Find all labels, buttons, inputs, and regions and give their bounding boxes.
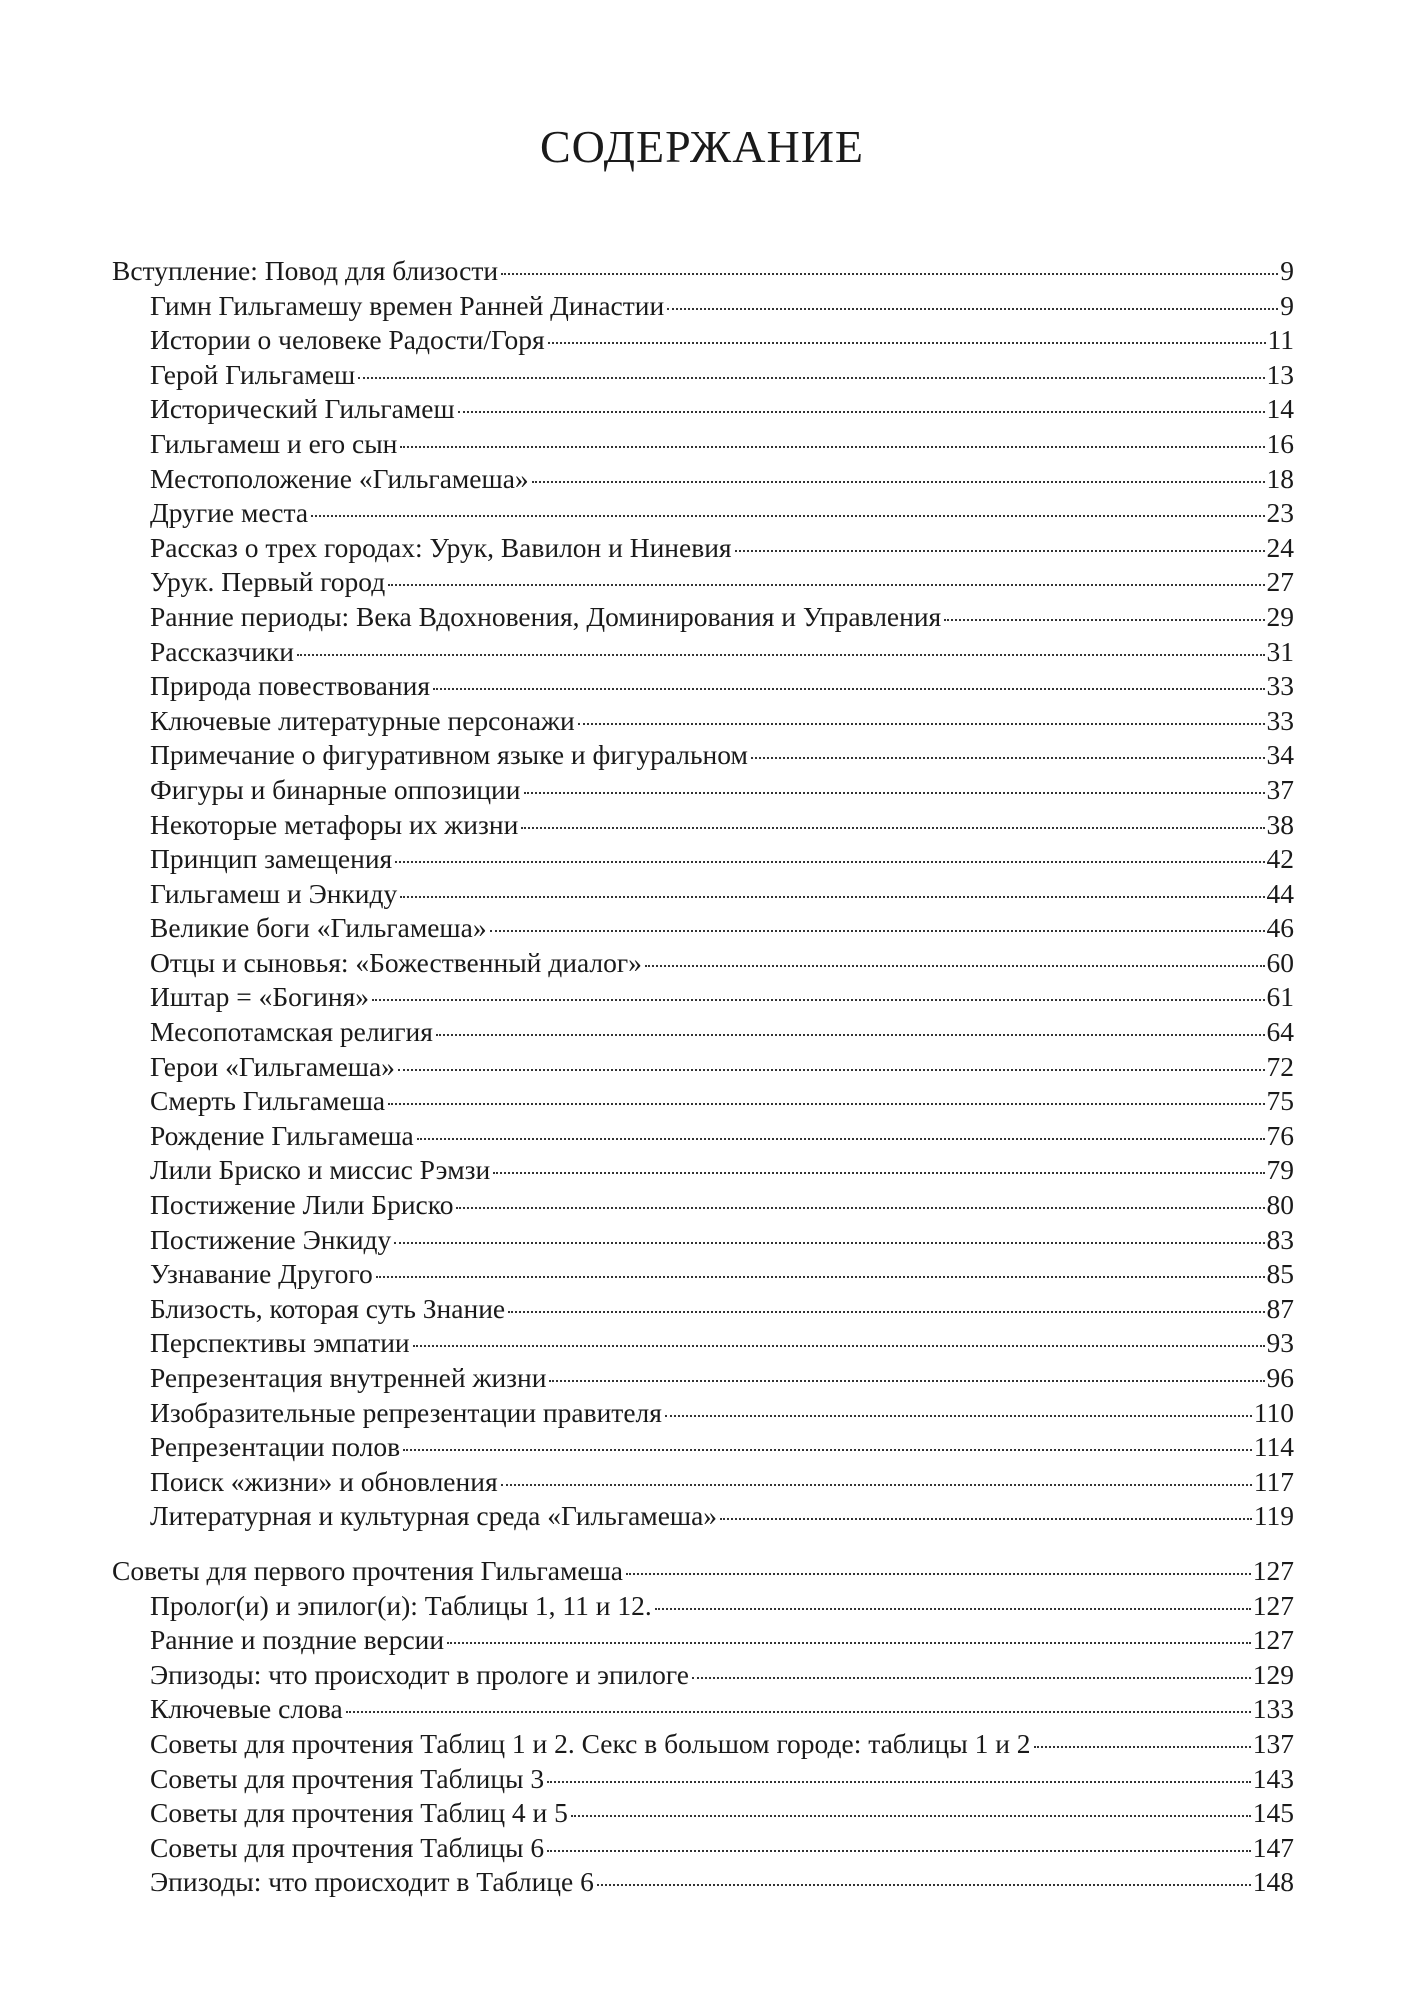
toc-page-number: 83 [1266, 1223, 1294, 1255]
toc-entry [112, 1589, 1294, 1624]
toc-page-number: 29 [1266, 600, 1294, 632]
toc-page-number: 129 [1252, 1658, 1294, 1690]
dot-leader [665, 1415, 1252, 1417]
toc-entry-title: Ключевые литературные персонажи [150, 704, 575, 736]
toc-entry [112, 911, 1294, 946]
toc-section [112, 1554, 1294, 1900]
dot-leader [667, 308, 1278, 310]
toc-page-number: 37 [1266, 773, 1294, 805]
toc-entry-title: Рассказчики [150, 635, 294, 667]
toc-page-number: 127 [1252, 1589, 1294, 1621]
toc-entry [112, 323, 1294, 358]
dot-leader [388, 1103, 1264, 1105]
toc-page-number: 16 [1266, 427, 1294, 459]
dot-leader [944, 619, 1264, 621]
dot-leader [645, 965, 1265, 967]
toc-entry [112, 980, 1294, 1015]
toc-page-number: 87 [1266, 1292, 1294, 1324]
dot-leader [549, 1380, 1264, 1382]
dot-leader [692, 1677, 1251, 1679]
toc-entry [112, 946, 1294, 981]
dot-leader [521, 827, 1264, 829]
toc-entry [112, 289, 1294, 324]
page-title: СОДЕРЖАНИЕ [539, 121, 865, 172]
dot-leader [311, 515, 1264, 517]
toc-entry [112, 1050, 1294, 1085]
toc-section-heading [112, 254, 1294, 289]
toc-entry [112, 1361, 1294, 1396]
toc-page-number: 117 [1253, 1465, 1294, 1497]
toc-entry-title: Ранние периоды: Века Вдохновения, Доминирования и Управления [150, 600, 942, 632]
dot-leader [501, 273, 1278, 275]
toc-entry [112, 1396, 1294, 1431]
dot-leader [436, 1034, 1265, 1036]
toc-entry-title: Советы для прочтения Таблицы 3 [150, 1762, 545, 1794]
dot-leader [548, 342, 1266, 344]
toc-entry [112, 877, 1294, 912]
dot-leader [571, 1815, 1251, 1817]
toc-entry [112, 1188, 1294, 1223]
toc-entry [112, 1831, 1294, 1866]
toc-entry-title: Исторический Гильгамеш [150, 393, 455, 425]
toc-entry-title: Советы для первого прочтения Гильгамеша [112, 1554, 623, 1586]
toc-entry-title: Природа повествования [150, 670, 430, 702]
dot-leader [1034, 1746, 1251, 1748]
toc-page-number: 75 [1266, 1085, 1294, 1117]
toc-entry [112, 1762, 1294, 1797]
toc-entry-title: Изобразительные репрезентации правителя [150, 1396, 662, 1428]
toc-entry-title: Ранние и поздние версии [150, 1624, 445, 1656]
toc-entry [112, 1015, 1294, 1050]
toc-entry-title: Месопотамская религия [150, 1016, 433, 1048]
dot-leader [413, 1345, 1265, 1347]
toc-page-number: 127 [1252, 1554, 1294, 1586]
toc-page-number: 85 [1266, 1258, 1294, 1290]
toc-entry [112, 842, 1294, 877]
toc-entry-title: Рассказ о трех городах: Урук, Вавилон и Ниневия [150, 531, 732, 563]
toc-entry-title: Эпизоды: что происходит в Таблице 6 [150, 1866, 594, 1898]
dot-leader [735, 550, 1265, 552]
dot-leader [458, 411, 1265, 413]
dot-leader [490, 930, 1265, 932]
toc-entry-title: Иштар = «Богиня» [150, 981, 370, 1013]
toc-page-number: 27 [1266, 566, 1294, 598]
toc-entry [112, 1292, 1294, 1327]
dot-leader [433, 688, 1265, 690]
dot-leader [456, 1207, 1264, 1209]
toc-entry [112, 1727, 1294, 1762]
toc-entry-title: Рождение Гильгамеша [150, 1119, 414, 1151]
toc-entry-title: Гильгамеш и Энкиду [150, 877, 398, 909]
toc-entry-title: Поиск «жизни» и обновления [150, 1465, 498, 1497]
toc-page-number: 13 [1266, 358, 1294, 390]
toc-page-number: 110 [1253, 1396, 1294, 1428]
toc-page-number: 9 [1280, 289, 1294, 321]
dot-leader [372, 999, 1264, 1001]
toc-page-number: 137 [1252, 1727, 1294, 1759]
toc-entry [112, 669, 1294, 704]
toc-page-number: 31 [1266, 635, 1294, 667]
toc-page-number: 72 [1266, 1050, 1294, 1082]
toc-entry-title: Истории о человеке Радости/Горя [150, 324, 545, 356]
toc-entry-title: Гимн Гильгамешу времен Ранней Династии [150, 289, 665, 321]
toc-entry-title: Некоторые метафоры их жизни [150, 808, 519, 840]
toc-entry [112, 1465, 1294, 1500]
toc-entry-title: Узнавание Другого [150, 1258, 373, 1290]
toc-page-number: 79 [1266, 1154, 1294, 1186]
toc-entry-title: Лили Бриско и миссис Рэмзи [150, 1154, 491, 1186]
toc-page-number: 38 [1266, 808, 1294, 840]
toc-page-number: 34 [1266, 739, 1294, 771]
toc-entry [112, 565, 1294, 600]
toc-page-number: 80 [1266, 1189, 1294, 1221]
toc-entry [112, 462, 1294, 497]
toc-entry [112, 1499, 1294, 1534]
toc-page-number: 147 [1252, 1831, 1294, 1863]
dot-leader [403, 1449, 1252, 1451]
toc-entry-title: Отцы и сыновья: «Божественный диалог» [150, 946, 642, 978]
toc-page-number: 143 [1252, 1762, 1294, 1794]
toc-page-number: 33 [1266, 704, 1294, 736]
toc-page-number: 133 [1252, 1693, 1294, 1725]
toc-entry [112, 1257, 1294, 1292]
toc-entry-title: Репрезентации полов [150, 1431, 401, 1463]
dot-leader [297, 654, 1265, 656]
dot-leader [547, 1781, 1251, 1783]
toc-entry [112, 392, 1294, 427]
toc-entry-title: Советы для прочтения Таблиц 4 и 5 [150, 1797, 568, 1829]
dot-leader [358, 377, 1264, 379]
toc-entry [112, 808, 1294, 843]
toc-page-number: 93 [1266, 1327, 1294, 1359]
dot-leader [547, 1850, 1251, 1852]
dot-leader [720, 1518, 1252, 1520]
toc-entry-title: Гильгамеш и его сын [150, 427, 398, 459]
toc-entry [112, 358, 1294, 393]
toc-entry [112, 1796, 1294, 1831]
toc-entry [112, 1430, 1294, 1465]
toc-page-number: 148 [1252, 1866, 1294, 1898]
toc-entry-title: Смерть Гильгамеша [150, 1085, 386, 1117]
toc-entry [112, 1658, 1294, 1693]
dot-leader [400, 446, 1264, 448]
toc-entry [112, 773, 1294, 808]
toc-entry [112, 1326, 1294, 1361]
toc-entry-title: Фигуры и бинарные оппозиции [150, 773, 521, 805]
toc-section-heading [112, 1554, 1294, 1589]
toc-entry-title: Перспективы эмпатии [150, 1327, 410, 1359]
dot-leader [447, 1642, 1251, 1644]
toc-page-number: 9 [1280, 255, 1294, 286]
toc-entry-title: Другие места [150, 497, 309, 529]
dot-leader [346, 1711, 1251, 1713]
toc-entry-title: Пролог(и) и эпилог(и): Таблицы 1, 11 и 12. [150, 1589, 652, 1621]
dot-leader [508, 1311, 1264, 1313]
dot-leader [655, 1608, 1251, 1610]
toc-page-number: 127 [1252, 1624, 1294, 1656]
toc-entry [112, 600, 1294, 635]
toc-entry-title: Советы для прочтения Таблицы 6 [150, 1831, 545, 1863]
dot-leader [417, 1138, 1265, 1140]
toc-page-number: 18 [1266, 462, 1294, 494]
toc-section [112, 254, 1294, 1534]
toc-entry [112, 1119, 1294, 1154]
toc-entry [112, 1865, 1294, 1900]
toc-page-number: 61 [1266, 981, 1294, 1013]
toc-page-number: 145 [1252, 1797, 1294, 1829]
dot-leader [532, 481, 1265, 483]
dot-leader [751, 757, 1265, 759]
toc-page-number: 76 [1266, 1119, 1294, 1151]
toc-entry [112, 496, 1294, 531]
toc-entry-title: Великие боги «Гильгамеша» [150, 912, 487, 944]
dot-leader [501, 1484, 1252, 1486]
toc-entry [112, 635, 1294, 670]
toc-entry [112, 1623, 1294, 1658]
toc-page-number: 60 [1266, 946, 1294, 978]
toc-page-number: 42 [1266, 843, 1294, 875]
toc-entry-title: Репрезентация внутренней жизни [150, 1362, 547, 1393]
toc-entry [112, 1223, 1294, 1258]
toc-entry-title: Постижение Лили Бриско [150, 1189, 454, 1221]
dot-leader [597, 1884, 1251, 1886]
dot-leader [398, 1069, 1265, 1071]
dot-leader [578, 723, 1265, 725]
toc-page-number: 119 [1253, 1500, 1294, 1532]
table-of-contents [112, 254, 1294, 1900]
toc-entry-title: Урук. Первый город [150, 566, 386, 598]
toc-entry [112, 1084, 1294, 1119]
dot-leader [394, 1242, 1264, 1244]
dot-leader [626, 1573, 1251, 1575]
toc-entry [112, 1153, 1294, 1188]
toc-entry [112, 531, 1294, 566]
toc-entry [112, 738, 1294, 773]
toc-entry [112, 1692, 1294, 1727]
dot-leader [524, 792, 1265, 794]
dot-leader [400, 896, 1264, 898]
toc-entry-title: Литературная и культурная среда «Гильгамеша» [150, 1500, 718, 1532]
toc-page-number: 46 [1266, 912, 1294, 944]
toc-page-number: 14 [1266, 393, 1294, 425]
toc-entry-title: Местоположение «Гильгамеша» [150, 462, 529, 494]
toc-entry-title: Ключевые слова [150, 1693, 343, 1725]
toc-page-number: 64 [1266, 1016, 1294, 1048]
dot-leader [388, 584, 1264, 586]
toc-entry-title: Близость, которая суть Знание [150, 1292, 506, 1324]
toc-entry-title: Принцип замещения [150, 843, 393, 875]
toc-page-number: 23 [1266, 497, 1294, 529]
dot-leader [376, 1276, 1265, 1278]
dot-leader [395, 861, 1264, 863]
toc-page-number: 44 [1266, 877, 1294, 909]
toc-entry [112, 427, 1294, 462]
toc-entry-title: Постижение Энкиду [150, 1223, 392, 1255]
toc-page-number: 114 [1253, 1431, 1294, 1463]
toc-entry-title: Эпизоды: что происходит в прологе и эпилоге [150, 1658, 689, 1690]
toc-entry-title: Герои «Гильгамеша» [150, 1050, 395, 1082]
toc-page-number: 96 [1266, 1362, 1294, 1393]
toc-entry-title: Советы для прочтения Таблиц 1 и 2. Секс в большом городе: таблицы 1 и 2 [150, 1727, 1031, 1759]
toc-entry-title: Примечание о фигуративном языке и фигуральном [150, 739, 748, 771]
toc-page-number: 33 [1266, 670, 1294, 702]
toc-page-number: 11 [1267, 324, 1294, 356]
dot-leader [493, 1172, 1264, 1174]
toc-entry-title: Герой Гильгамеш [150, 358, 356, 390]
toc-entry-title: Вступление: Повод для близости [112, 255, 499, 286]
toc-page-number: 24 [1266, 531, 1294, 563]
toc-entry [112, 704, 1294, 739]
